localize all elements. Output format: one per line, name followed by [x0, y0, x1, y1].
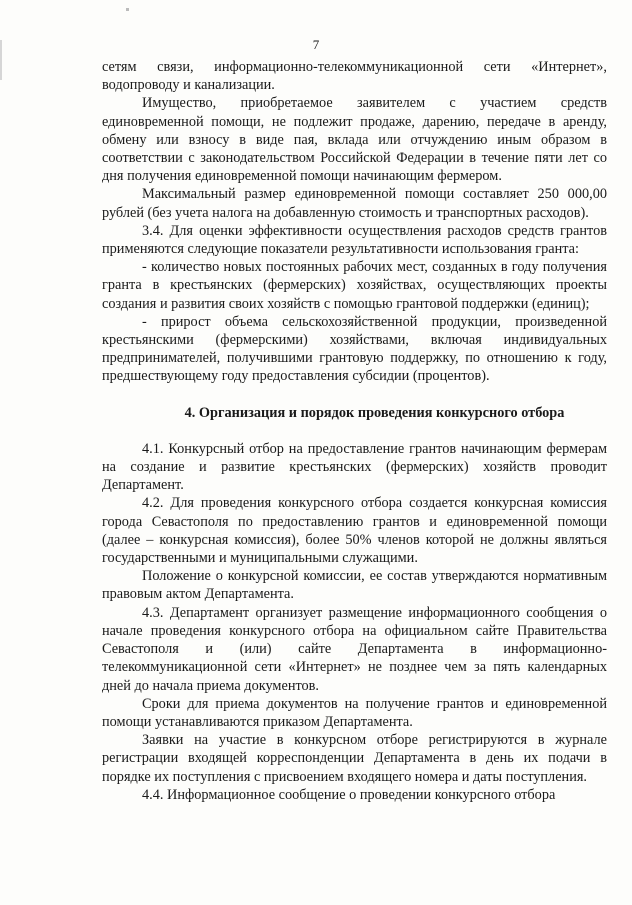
- scan-dot: [126, 8, 129, 11]
- paragraph: Заявки на участие в конкурсном отборе регистрируются в журнале регистрации входящей корреспонденции Департамента в день их подачи в порядке их поступления с присвоением входящего номера и даты поступления.: [102, 732, 607, 785]
- document-body: [102, 58, 607, 804]
- list-item: - прирост объема сельскохозяйственной продукции, произведенной крестьянскими (фермерскими) хозяйствами, включая индивидуальных предпринимателей, получившими грантовую поддержку, по отношению к году, предшествующему году предоставления субсидии (процентов).: [102, 313, 607, 385]
- paragraph: Положение о конкурсной комиссии, ее состав утверждаются нормативным правовым актом Департамента.: [102, 568, 607, 603]
- paragraph: 4.3. Департамент организует размещение информационного сообщения о начале проведения конкурсного отбора на официальном сайте Правительства Севастополя и (или) сайте Департамента в информационно-телекоммуникационной сети «Интернет» не позднее чем за пять календарных дней до начала приема документов.: [102, 604, 607, 694]
- paragraphs-before: [102, 58, 607, 386]
- paragraph: Сроки для приема документов на получение грантов и единовременной помощи устанавливаются приказом Департамента.: [102, 695, 607, 730]
- paragraph: Имущество, приобретаемое заявителем с участием средств единовременной помощи, не подлежит продаже, дарению, передаче в аренду, обмену или взносу в виде пая, вклада или отчуждению иным образом в соответствии с законодательством Российской Федерации в течение пяти лет со дня получения единовременной помощи начинающим фермером.: [102, 95, 607, 185]
- section-heading: 4. Организация и порядок проведения конкурсного отбора: [184, 404, 565, 421]
- list-item: - количество новых постоянных рабочих мест, созданных в году получения гранта в крестьянских (фермерских) хозяйствах, осуществляющих проекты создания и развития своих хозяйств с помощью грантовой поддержки (единиц);: [102, 259, 607, 312]
- paragraph: Максимальный размер единовременной помощи составляет 250 000,00 рублей (без учета налога на добавленную стоимость и транспортных расходов).: [102, 186, 607, 221]
- paragraph: 4.4. Информационное сообщение о проведении конкурсного отбора: [142, 786, 556, 803]
- paragraph: 3.4. Для оценки эффективности осуществления расходов средств грантов применяются следующие показатели результативности использования гранта:: [102, 222, 607, 258]
- paragraph: 4.2. Для проведения конкурсного отбора создается конкурсная комиссия города Севастополя по предоставлению грантов и единовременной помощи (далее – конкурсная комиссия), более 50% членов которой не должны являться государственными и муниципальными служащими.: [102, 495, 607, 567]
- paragraph: сетям связи, информационно-телекоммуникационной сети «Интернет», водопроводу и канализации.: [102, 59, 607, 94]
- page-number: 7: [312, 37, 320, 52]
- paragraph: 4.1. Конкурсный отбор на предоставление грантов начинающим фермерам на создание и развитие крестьянских (фермерских) хозяйств проводит Департамент.: [102, 440, 607, 494]
- paragraphs-after: [102, 440, 607, 804]
